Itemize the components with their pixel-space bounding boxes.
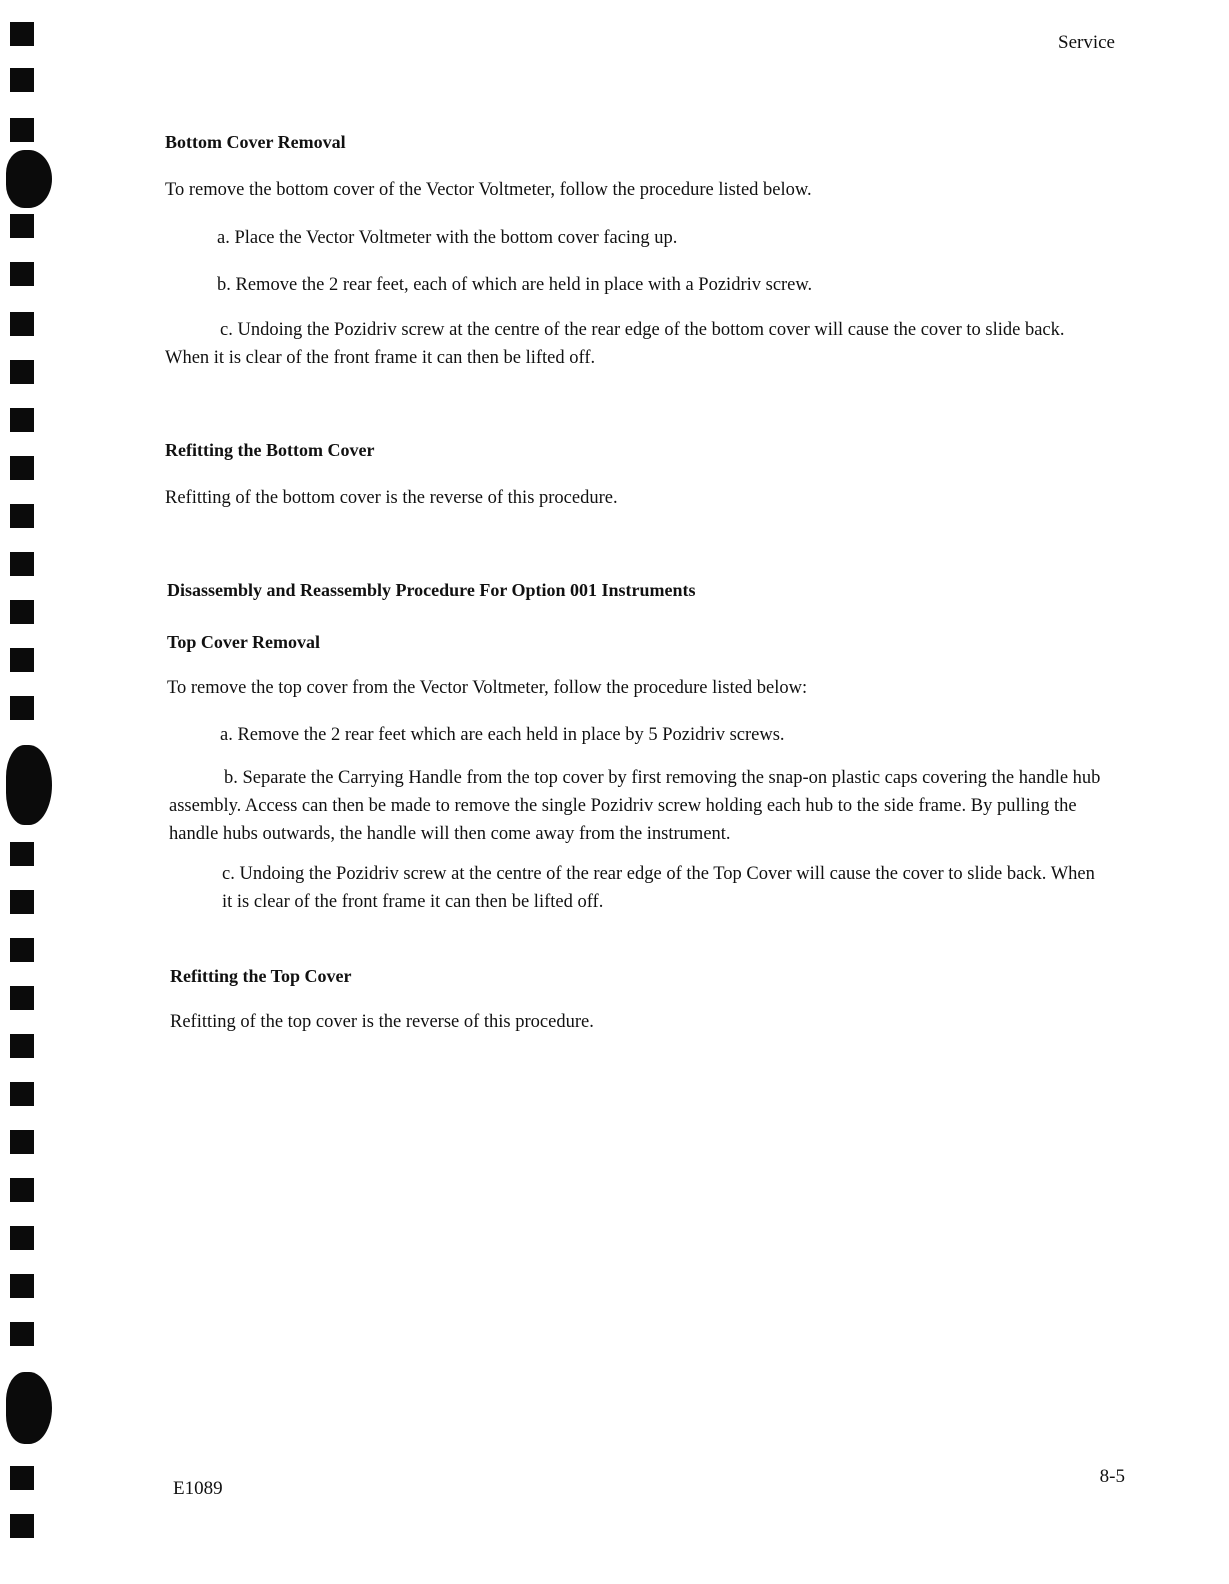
page-header: Service [1058,32,1115,53]
bottom-cover-step-c: c. Undoing the Pozidriv screw at the centre of the rear edge of the bottom cover will cause the cover to slide back. When it is clear of the front frame it can then be lifted off. [165,320,1065,368]
binding-strip [0,0,50,1584]
heading-refitting-top-cover: Refitting the Top Cover [170,966,352,986]
binding-hole [10,552,34,576]
binding-hole [10,842,34,866]
binding-hole [10,68,34,92]
binding-ring [6,150,52,208]
binding-hole [10,214,34,238]
binding-hole [10,600,34,624]
bottom-cover-intro: To remove the bottom cover of the Vector Voltmeter, follow the procedure listed below. [165,180,812,200]
binding-hole [10,1274,34,1298]
document-number: E1089 [173,1478,223,1499]
binding-hole [10,1322,34,1346]
binding-hole [10,408,34,432]
binding-hole [10,360,34,384]
binding-hole [10,1226,34,1250]
heading-top-cover-removal: Top Cover Removal [167,632,320,652]
heading-option-001: Disassembly and Reassembly Procedure For Option 001 Instruments [167,580,696,600]
binding-hole [10,1466,34,1490]
binding-hole [10,890,34,914]
binding-ring [6,1372,52,1444]
binding-hole [10,648,34,672]
top-cover-step-c: c. Undoing the Pozidriv screw at the centre of the rear edge of the Top Cover will cause the cover to slide back. When it is clear of the front frame it can then be lifted off. [222,864,1095,912]
binding-hole [10,1178,34,1202]
binding-hole [10,1034,34,1058]
heading-refitting-bottom-cover: Refitting the Bottom Cover [165,440,375,460]
binding-hole [10,456,34,480]
binding-hole [10,1082,34,1106]
binding-hole [10,118,34,142]
binding-hole [10,312,34,336]
refitting-bottom-cover-text: Refitting of the bottom cover is the reverse of this procedure. [165,488,618,508]
top-cover-intro: To remove the top cover from the Vector Voltmeter, follow the procedure listed below: [167,678,808,698]
bottom-cover-step-a: a. Place the Vector Voltmeter with the bottom cover facing up. [217,228,678,248]
heading-bottom-cover-removal: Bottom Cover Removal [165,132,346,152]
binding-hole [10,1130,34,1154]
top-cover-step-a: a. Remove the 2 rear feet which are each held in place by 5 Pozidriv screws. [220,725,785,745]
binding-ring [6,745,52,825]
binding-hole [10,986,34,1010]
bottom-cover-step-b: b. Remove the 2 rear feet, each of which are held in place with a Pozidriv screw. [217,275,813,295]
binding-hole [10,504,34,528]
binding-hole [10,938,34,962]
refitting-top-cover-text: Refitting of the top cover is the reverse of this procedure. [170,1012,594,1032]
page-number: 8-5 [1099,1466,1125,1487]
top-cover-step-b: b. Separate the Carrying Handle from the top cover by first removing the snap-on plastic caps covering the handle hub assembly. Access can then be made to remove the single Pozidriv screw holding each hub to the side frame. By pulling the handle hubs outwards, the handle will then come away from the instrument. [169,768,1101,844]
binding-hole [10,262,34,286]
binding-hole [10,22,34,46]
binding-hole [10,696,34,720]
binding-hole [10,1514,34,1538]
